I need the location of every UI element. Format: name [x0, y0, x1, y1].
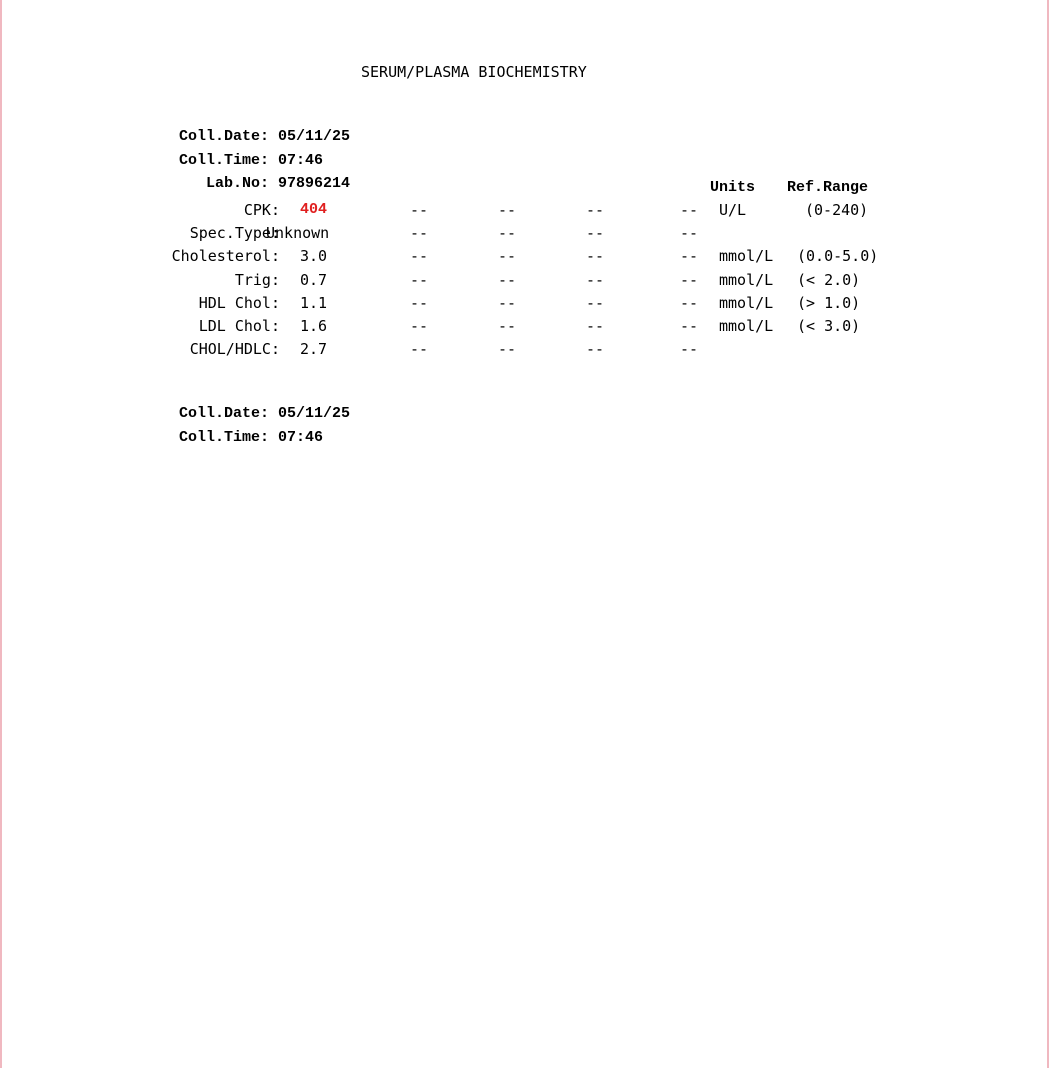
coll-date-row-2 — [143, 384, 351, 422]
coll-date-label: Coll.Date: — [179, 128, 270, 145]
coll-date-label: Coll.Date: — [179, 405, 270, 422]
empty-result-cell: -- — [680, 224, 699, 242]
empty-result-cell: -- — [410, 201, 429, 219]
test-label: Spec.Type: — [189, 224, 280, 242]
empty-result-cell: -- — [586, 340, 605, 358]
ref-range-cell: (> 1.0) — [797, 294, 861, 312]
empty-result-cell: -- — [498, 340, 517, 358]
lab-no-value: 97896214 — [278, 175, 351, 192]
empty-result-cell: -- — [498, 294, 517, 312]
coll-time-value: 07:46 — [278, 152, 324, 169]
ref-range-column-header: Ref.Range — [787, 179, 869, 196]
empty-result-cell: -- — [586, 271, 605, 289]
units-cell: mmol/L — [719, 317, 774, 335]
ref-range-cell: (< 2.0) — [797, 271, 861, 289]
empty-result-cell: -- — [498, 247, 517, 265]
empty-result-cell: -- — [410, 294, 429, 312]
empty-result-cell: -- — [680, 294, 699, 312]
result-value: 3.0 — [300, 247, 328, 265]
test-label: Cholesterol: — [171, 247, 280, 265]
result-value: 1.1 — [300, 294, 328, 312]
test-label: CHOL/HDLC: — [189, 340, 280, 358]
coll-time-label: Coll.Time: — [179, 429, 270, 446]
ref-range-cell: (0-240) — [805, 201, 869, 219]
empty-result-cell: -- — [586, 247, 605, 265]
coll-time-value: 07:46 — [278, 429, 324, 446]
empty-result-cell: -- — [410, 317, 429, 335]
report-title: SERUM/PLASMA BIOCHEMISTRY — [361, 63, 587, 81]
coll-time-row-1 — [143, 131, 324, 169]
empty-result-cell: -- — [680, 247, 699, 265]
units-cell: mmol/L — [719, 247, 774, 265]
units-column-header: Units — [710, 179, 756, 196]
empty-result-cell: -- — [680, 271, 699, 289]
empty-result-cell: -- — [586, 201, 605, 219]
units-cell: mmol/L — [719, 294, 774, 312]
empty-result-cell: -- — [498, 224, 517, 242]
coll-time-label: Coll.Time: — [179, 152, 270, 169]
test-label: HDL Chol: — [198, 294, 280, 312]
units-cell: mmol/L — [719, 271, 774, 289]
coll-date-value: 05/11/25 — [278, 128, 351, 145]
empty-result-cell: -- — [498, 271, 517, 289]
empty-result-cell: -- — [410, 224, 429, 242]
lab-no-row — [170, 154, 351, 192]
empty-result-cell: -- — [680, 317, 699, 335]
result-value: Unknown — [266, 224, 330, 242]
lab-no-label: Lab.No: — [206, 175, 270, 192]
result-value: 2.7 — [300, 340, 328, 358]
empty-result-cell: -- — [586, 224, 605, 242]
empty-result-cell: -- — [680, 201, 699, 219]
empty-result-cell: -- — [586, 294, 605, 312]
coll-date-row-1 — [143, 107, 351, 145]
empty-result-cell: -- — [498, 317, 517, 335]
empty-result-cell: -- — [498, 201, 517, 219]
units-cell: U/L — [719, 201, 747, 219]
coll-date-value: 05/11/25 — [278, 405, 351, 422]
test-label: Trig: — [234, 271, 280, 289]
empty-result-cell: -- — [410, 247, 429, 265]
ref-range-cell: (0.0-5.0) — [797, 247, 879, 265]
empty-result-cell: -- — [680, 340, 699, 358]
empty-result-cell: -- — [586, 317, 605, 335]
result-value: 0.7 — [300, 271, 328, 289]
test-label: CPK: — [243, 201, 280, 219]
coll-time-row-2 — [143, 408, 324, 446]
empty-result-cell: -- — [410, 271, 429, 289]
empty-result-cell: -- — [410, 340, 429, 358]
result-value: 1.6 — [300, 317, 328, 335]
test-label: LDL Chol: — [198, 317, 280, 335]
ref-range-cell: (< 3.0) — [797, 317, 861, 335]
abnormal-result-value: 404 — [300, 201, 328, 218]
